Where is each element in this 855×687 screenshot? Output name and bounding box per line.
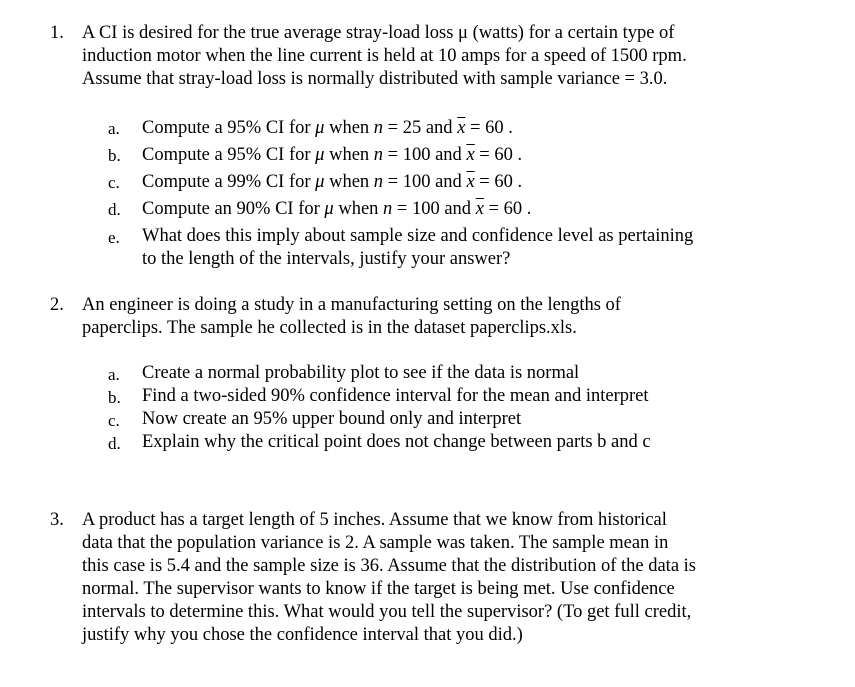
question-2-part-c: c. Now create an 95% upper bound only and interpret <box>108 409 522 430</box>
n-symbol: n <box>373 172 384 192</box>
n-symbol: n <box>373 118 384 138</box>
question-3 <box>50 509 840 647</box>
question-1-parts <box>108 115 828 271</box>
xbar-symbol: $\overline{x}$ <box>475 199 484 219</box>
question-3-text <box>82 509 840 647</box>
question-2-text <box>82 294 840 340</box>
part-letter: c. <box>108 173 120 192</box>
question-1-line: induction motor when the line current is held at 10 amps for a speed of 1500 rpm. <box>82 46 687 66</box>
question-3-line: this case is 5.4 and the sample size is 36. Assume that the distribution of the data is <box>82 556 696 576</box>
question-3-line: A product has a target length of 5 inches. Assume that we know from historical <box>82 510 667 530</box>
question-1-part-a: a. Compute a 95% CI for μ when n = 25 and $\overline{x} = 60$ . <box>108 115 828 142</box>
n-symbol: n <box>373 145 384 165</box>
question-2-number: 2. <box>50 295 64 315</box>
question-1-line: A CI is desired for the true average stray-load loss μ (watts) for a certain type of <box>82 23 675 43</box>
question-1-part-b: b. Compute a 95% CI for μ when n = 100 and $\overline{x} = 60$ . <box>108 142 828 169</box>
mu-symbol: μ <box>324 199 334 219</box>
question-2-part-a: a. Create a normal probability plot to see if the data is normal <box>108 363 580 384</box>
part-letter: c. <box>108 411 120 430</box>
question-3-line: normal. The supervisor wants to know if the target is being met. Use confidence <box>82 579 675 599</box>
question-1-text <box>82 22 840 91</box>
n-symbol: n <box>383 199 393 219</box>
xbar-symbol: $\overline{x}$ <box>466 145 475 165</box>
question-1-part-e <box>108 225 828 271</box>
question-2-line: paperclips. The sample he collected is in the dataset paperclips.xls. <box>82 318 577 338</box>
part-letter: d. <box>108 434 121 453</box>
question-1-part-d: d. Compute an 90% CI for μ when n = 100 and $\overline{x} = 60$ . <box>108 196 828 223</box>
question-1-line: Assume that stray-load loss is normally distributed with sample variance = 3.0. <box>82 69 668 89</box>
mu-symbol: μ <box>315 145 325 165</box>
question-2-part-b: b. Find a two-sided 90% confidence interval for the mean and interpret <box>108 386 649 407</box>
mu-symbol: μ <box>315 118 325 138</box>
mu-symbol: μ <box>315 172 325 192</box>
question-2-parts <box>108 362 828 454</box>
question-3-line: data that the population variance is 2. A sample was taken. The sample mean in <box>82 533 669 553</box>
question-3-line: intervals to determine this. What would you tell the supervisor? (To get full credit, <box>82 602 692 622</box>
question-3-number: 3. <box>50 510 64 530</box>
part-letter: e. <box>108 228 120 247</box>
part-letter: d. <box>108 200 121 219</box>
part-e-line: to the length of the intervals, justify your answer? <box>142 249 511 269</box>
question-1 <box>50 22 840 91</box>
question-2 <box>50 294 840 340</box>
part-letter: a. <box>108 365 120 384</box>
part-letter: b. <box>108 388 121 407</box>
question-3-line: justify why you chose the confidence interval that you did.) <box>82 625 523 645</box>
question-1-number: 1. <box>50 23 64 43</box>
part-letter: a. <box>108 119 120 138</box>
part-letter: b. <box>108 146 121 165</box>
xbar-symbol: $\overline{x}$ <box>466 172 475 192</box>
question-1-part-c: c. Compute a 99% CI for μ when n = 100 and $\overline{x} = 60$ . <box>108 169 828 196</box>
part-e-line: What does this imply about sample size and confidence level as pertaining <box>142 226 694 246</box>
xbar-symbol: $\overline{x}$ <box>457 118 466 138</box>
question-2-part-d: d. Explain why the critical point does not change between parts b and c <box>108 432 651 453</box>
question-2-line: An engineer is doing a study in a manufacturing setting on the lengths of <box>82 295 621 315</box>
